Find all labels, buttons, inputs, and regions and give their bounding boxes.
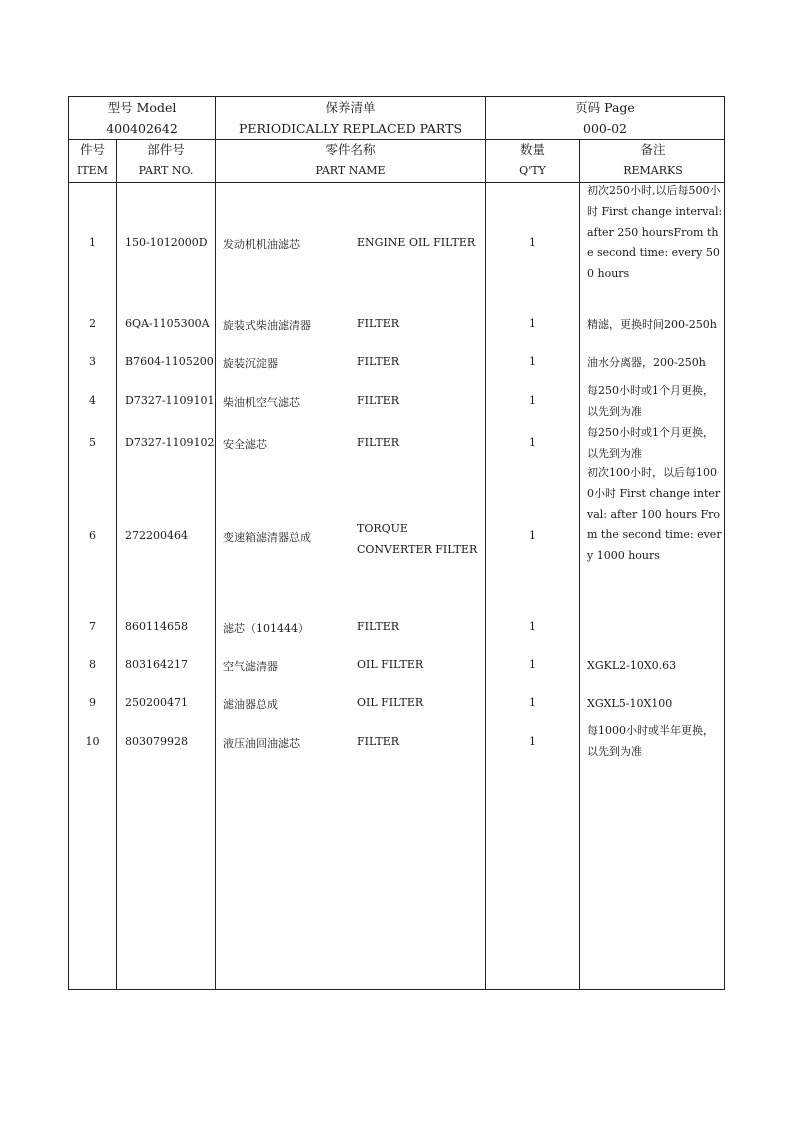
row-part-no: 6QA-1105300A <box>125 317 210 330</box>
col-part-name-cn: 零件名称 <box>325 142 376 157</box>
col-item-en: ITEM <box>77 164 108 177</box>
row-name-en: FILTER <box>357 436 400 449</box>
row-item: 9 <box>89 696 96 709</box>
row-item: 3 <box>89 355 96 368</box>
row-item: 8 <box>89 658 96 671</box>
row-qty: 1 <box>529 658 536 671</box>
col-remarks <box>580 139 726 181</box>
col-part-no-en: PART NO. <box>138 164 194 177</box>
row-item: 1 <box>89 236 96 249</box>
row-part-no: B7604-1105200 <box>125 355 214 368</box>
col-part-no-cn: 部件号 <box>147 142 185 157</box>
row-name-en: OIL FILTER <box>357 658 424 671</box>
row-name-cn: 滤油器总成 <box>223 698 278 711</box>
row-name-cn: 液压油回油滤芯 <box>223 737 300 750</box>
row-remarks: XGXL5-10X100 <box>587 697 673 710</box>
col-remarks-cn: 备注 <box>640 142 666 157</box>
model-header <box>69 97 215 139</box>
row-part-no: 803164217 <box>125 658 188 671</box>
row-remarks: 精滤，更换时间200-250h <box>587 318 717 331</box>
row-part-no: D7327-1109102 <box>125 436 215 449</box>
row-part-no: 272200464 <box>125 529 188 542</box>
row-qty: 1 <box>529 355 536 368</box>
row-qty: 1 <box>529 436 536 449</box>
col-remarks-en: REMARKS <box>623 164 683 177</box>
row-name-en: FILTER <box>357 355 400 368</box>
row-part-no: 860114658 <box>125 620 188 633</box>
row-item: 2 <box>89 317 96 330</box>
row-remarks: 油水分离器，200-250h <box>587 356 706 369</box>
row-name-cn: 柴油机空气滤芯 <box>223 396 300 409</box>
row-part-no: D7327-1109101 <box>125 394 215 407</box>
row-remarks: 初次100小时，以后每1000小时 First change interval: after 100 hours From the second time: every 1000 hours <box>587 466 722 563</box>
row-name-cn: 旋装沉淀器 <box>223 357 278 370</box>
row-part-no: 150-1012000D <box>125 236 208 249</box>
row-name-en: ENGINE OIL FILTER <box>357 236 476 249</box>
row-name-cn: 发动机机油滤芯 <box>223 238 300 251</box>
title-cn: 保养清单 <box>325 100 376 115</box>
row-item: 5 <box>89 436 96 449</box>
page-header <box>486 97 724 139</box>
row-remarks: 每250小时或1个月更换，以先到为准 <box>587 426 714 460</box>
row-qty: 1 <box>529 529 536 542</box>
row-qty: 1 <box>529 236 536 249</box>
row-item: 4 <box>89 394 96 407</box>
divider <box>579 139 580 989</box>
row-qty: 1 <box>529 394 536 407</box>
col-part-name <box>216 139 485 181</box>
row-name-en: TORQUE CONVERTER FILTER <box>357 522 478 556</box>
parts-table <box>68 96 725 990</box>
row-item: 10 <box>85 735 100 748</box>
divider <box>116 139 117 989</box>
row-qty: 1 <box>529 317 536 330</box>
row-name-cn: 滤芯（101444） <box>223 622 309 635</box>
row-item: 7 <box>89 620 96 633</box>
row-name-en: FILTER <box>357 317 400 330</box>
row-remarks: 每1000小时或半年更换，以先到为准 <box>587 724 714 758</box>
col-item-cn: 件号 <box>79 142 105 157</box>
row-name-cn: 变速箱滤清器总成 <box>223 531 311 544</box>
row-remarks: 初次250小时,以后每500小时 First change interval: after 250 hoursFrom the second time: every 500 hours <box>587 184 723 281</box>
row-name-en: FILTER <box>357 735 400 748</box>
row-name-cn: 空气滤清器 <box>223 660 278 673</box>
model-label: 型号 Model <box>107 100 177 115</box>
col-qty-cn: 数量 <box>519 142 545 157</box>
col-part-name-en: PART NAME <box>315 164 386 177</box>
row-name-cn: 安全滤芯 <box>223 438 267 451</box>
model-value: 400402642 <box>106 121 178 136</box>
row-name-cn: 旋装式柴油滤清器 <box>223 319 311 332</box>
row-qty: 1 <box>529 696 536 709</box>
row-remarks: 每250小时或1个月更换，以先到为准 <box>587 384 714 418</box>
divider <box>485 97 486 989</box>
title-header <box>216 97 485 139</box>
row-part-no: 803079928 <box>125 735 188 748</box>
row-name-en: FILTER <box>357 394 400 407</box>
row-name-en: FILTER <box>357 620 400 633</box>
row-part-no: 250200471 <box>125 696 188 709</box>
col-qty <box>486 139 579 181</box>
col-part-no <box>117 139 215 181</box>
row-qty: 1 <box>529 735 536 748</box>
title-en: PERIODICALLY REPLACED PARTS <box>238 121 463 136</box>
page-value: 000-02 <box>583 121 627 136</box>
row-qty: 1 <box>529 620 536 633</box>
page-label: 页码 Page <box>575 100 635 115</box>
row-remarks: XGKL2-10X0.63 <box>587 659 677 672</box>
row-name-en: OIL FILTER <box>357 696 424 709</box>
col-item <box>69 139 116 181</box>
divider <box>215 97 216 989</box>
row-item: 6 <box>89 529 96 542</box>
col-qty-en: Q'TY <box>519 164 546 177</box>
